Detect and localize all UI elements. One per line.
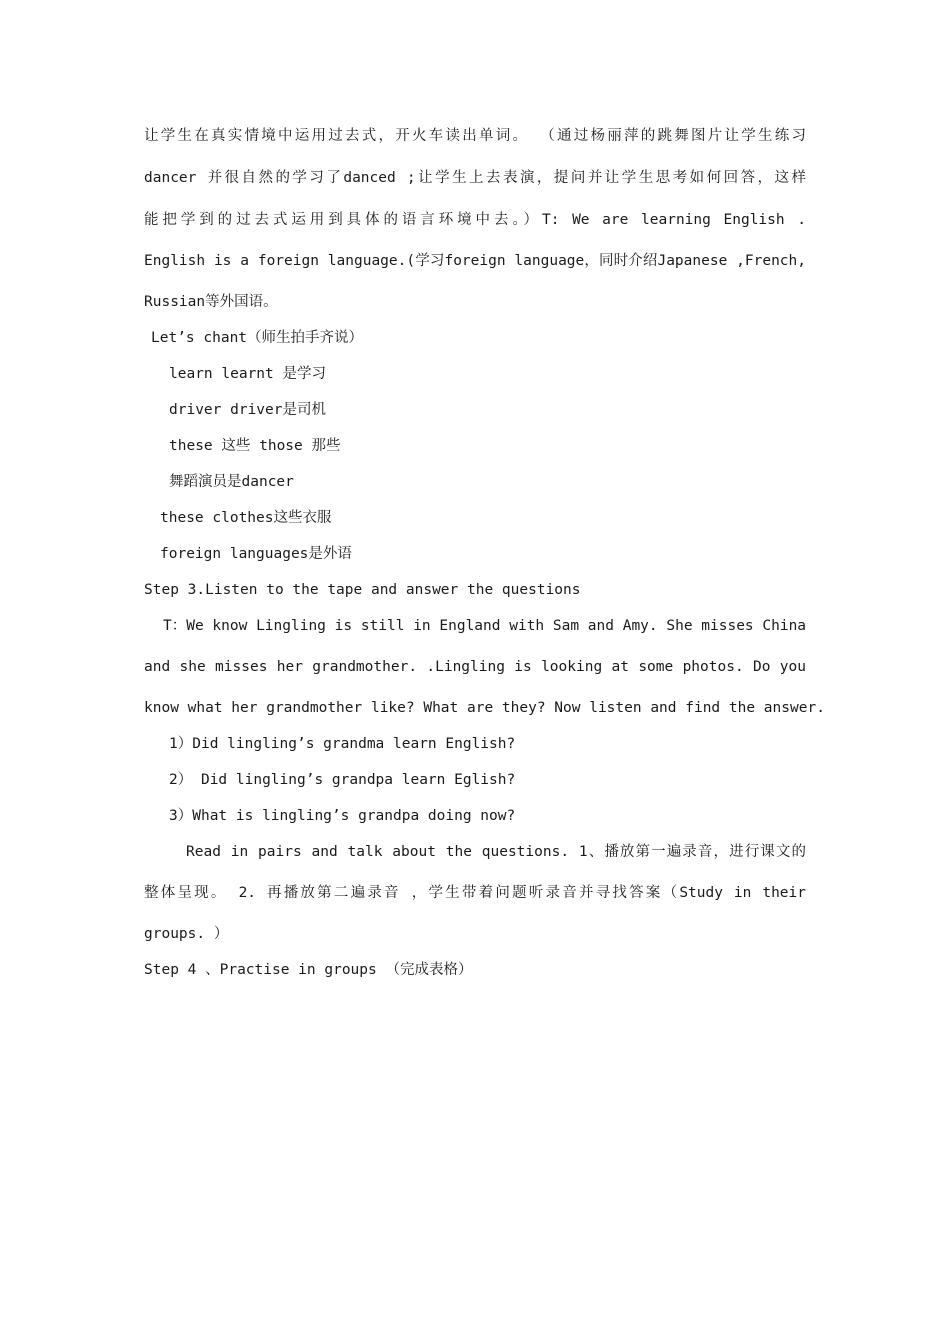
paragraph-1-line-2: dancer 并很自然的学习了danced ;让学生上去表演，提问并让学生思考如何回答，这样 [144,170,806,186]
paragraph-3-line-2: 整体呈现。 2. 再播放第二遍录音 ，学生带着问题听录音并寻找答案（Study in their [144,885,806,901]
paragraph-1-line-4: English is a foreign language.(学习foreign language，同时介绍Japanese ,French, [144,253,806,269]
question-2: 2） Did lingling’s grandpa learn Eglish? [169,772,516,788]
paragraph-2-line-2: and she misses her grandmother. .Lingling is looking at some photos. Do you [144,659,806,675]
question-1: 1）Did lingling’s grandma learn English? [169,736,516,752]
chant-title: Let’s chant（师生拍手齐说） [151,330,364,346]
step-4-heading: Step 4 、Practise in groups （完成表格） [144,962,473,978]
chant-line-6: foreign languages是外语 [160,546,352,562]
paragraph-1-line-3: 能把学到的过去式运用到具体的语言环境中去。）T: We are learning English . [144,212,806,228]
chant-line-1: learn learnt 是学习 [169,366,326,382]
paragraph-2-line-3: know what her grandmother like? What are they? Now listen and find the answer. [144,700,825,716]
paragraph-1-line-1: 让学生在真实情境中运用过去式，开火车读出单词。 （通过杨丽萍的跳舞图片让学生练习 [144,128,806,144]
question-3: 3）What is lingling’s grandpa doing now? [169,808,516,824]
paragraph-3-line-3: groups. ） [144,926,229,942]
paragraph-3-line-1: Read in pairs and talk about the questions. 1、播放第一遍录音，进行课文的 [186,844,806,860]
chant-line-5: these clothes这些衣服 [160,510,332,526]
chant-line-4: 舞蹈演员是dancer [169,474,294,490]
step-3-heading: Step 3.Listen to the tape and answer the questions [144,582,581,598]
chant-line-2: driver driver是司机 [169,402,326,418]
chant-line-3: these 这些 those 那些 [169,438,341,454]
paragraph-2-line-1: T：We know Lingling is still in England with Sam and Amy. She misses China [163,618,807,634]
paragraph-1-line-5: Russian等外国语。 [144,294,278,310]
